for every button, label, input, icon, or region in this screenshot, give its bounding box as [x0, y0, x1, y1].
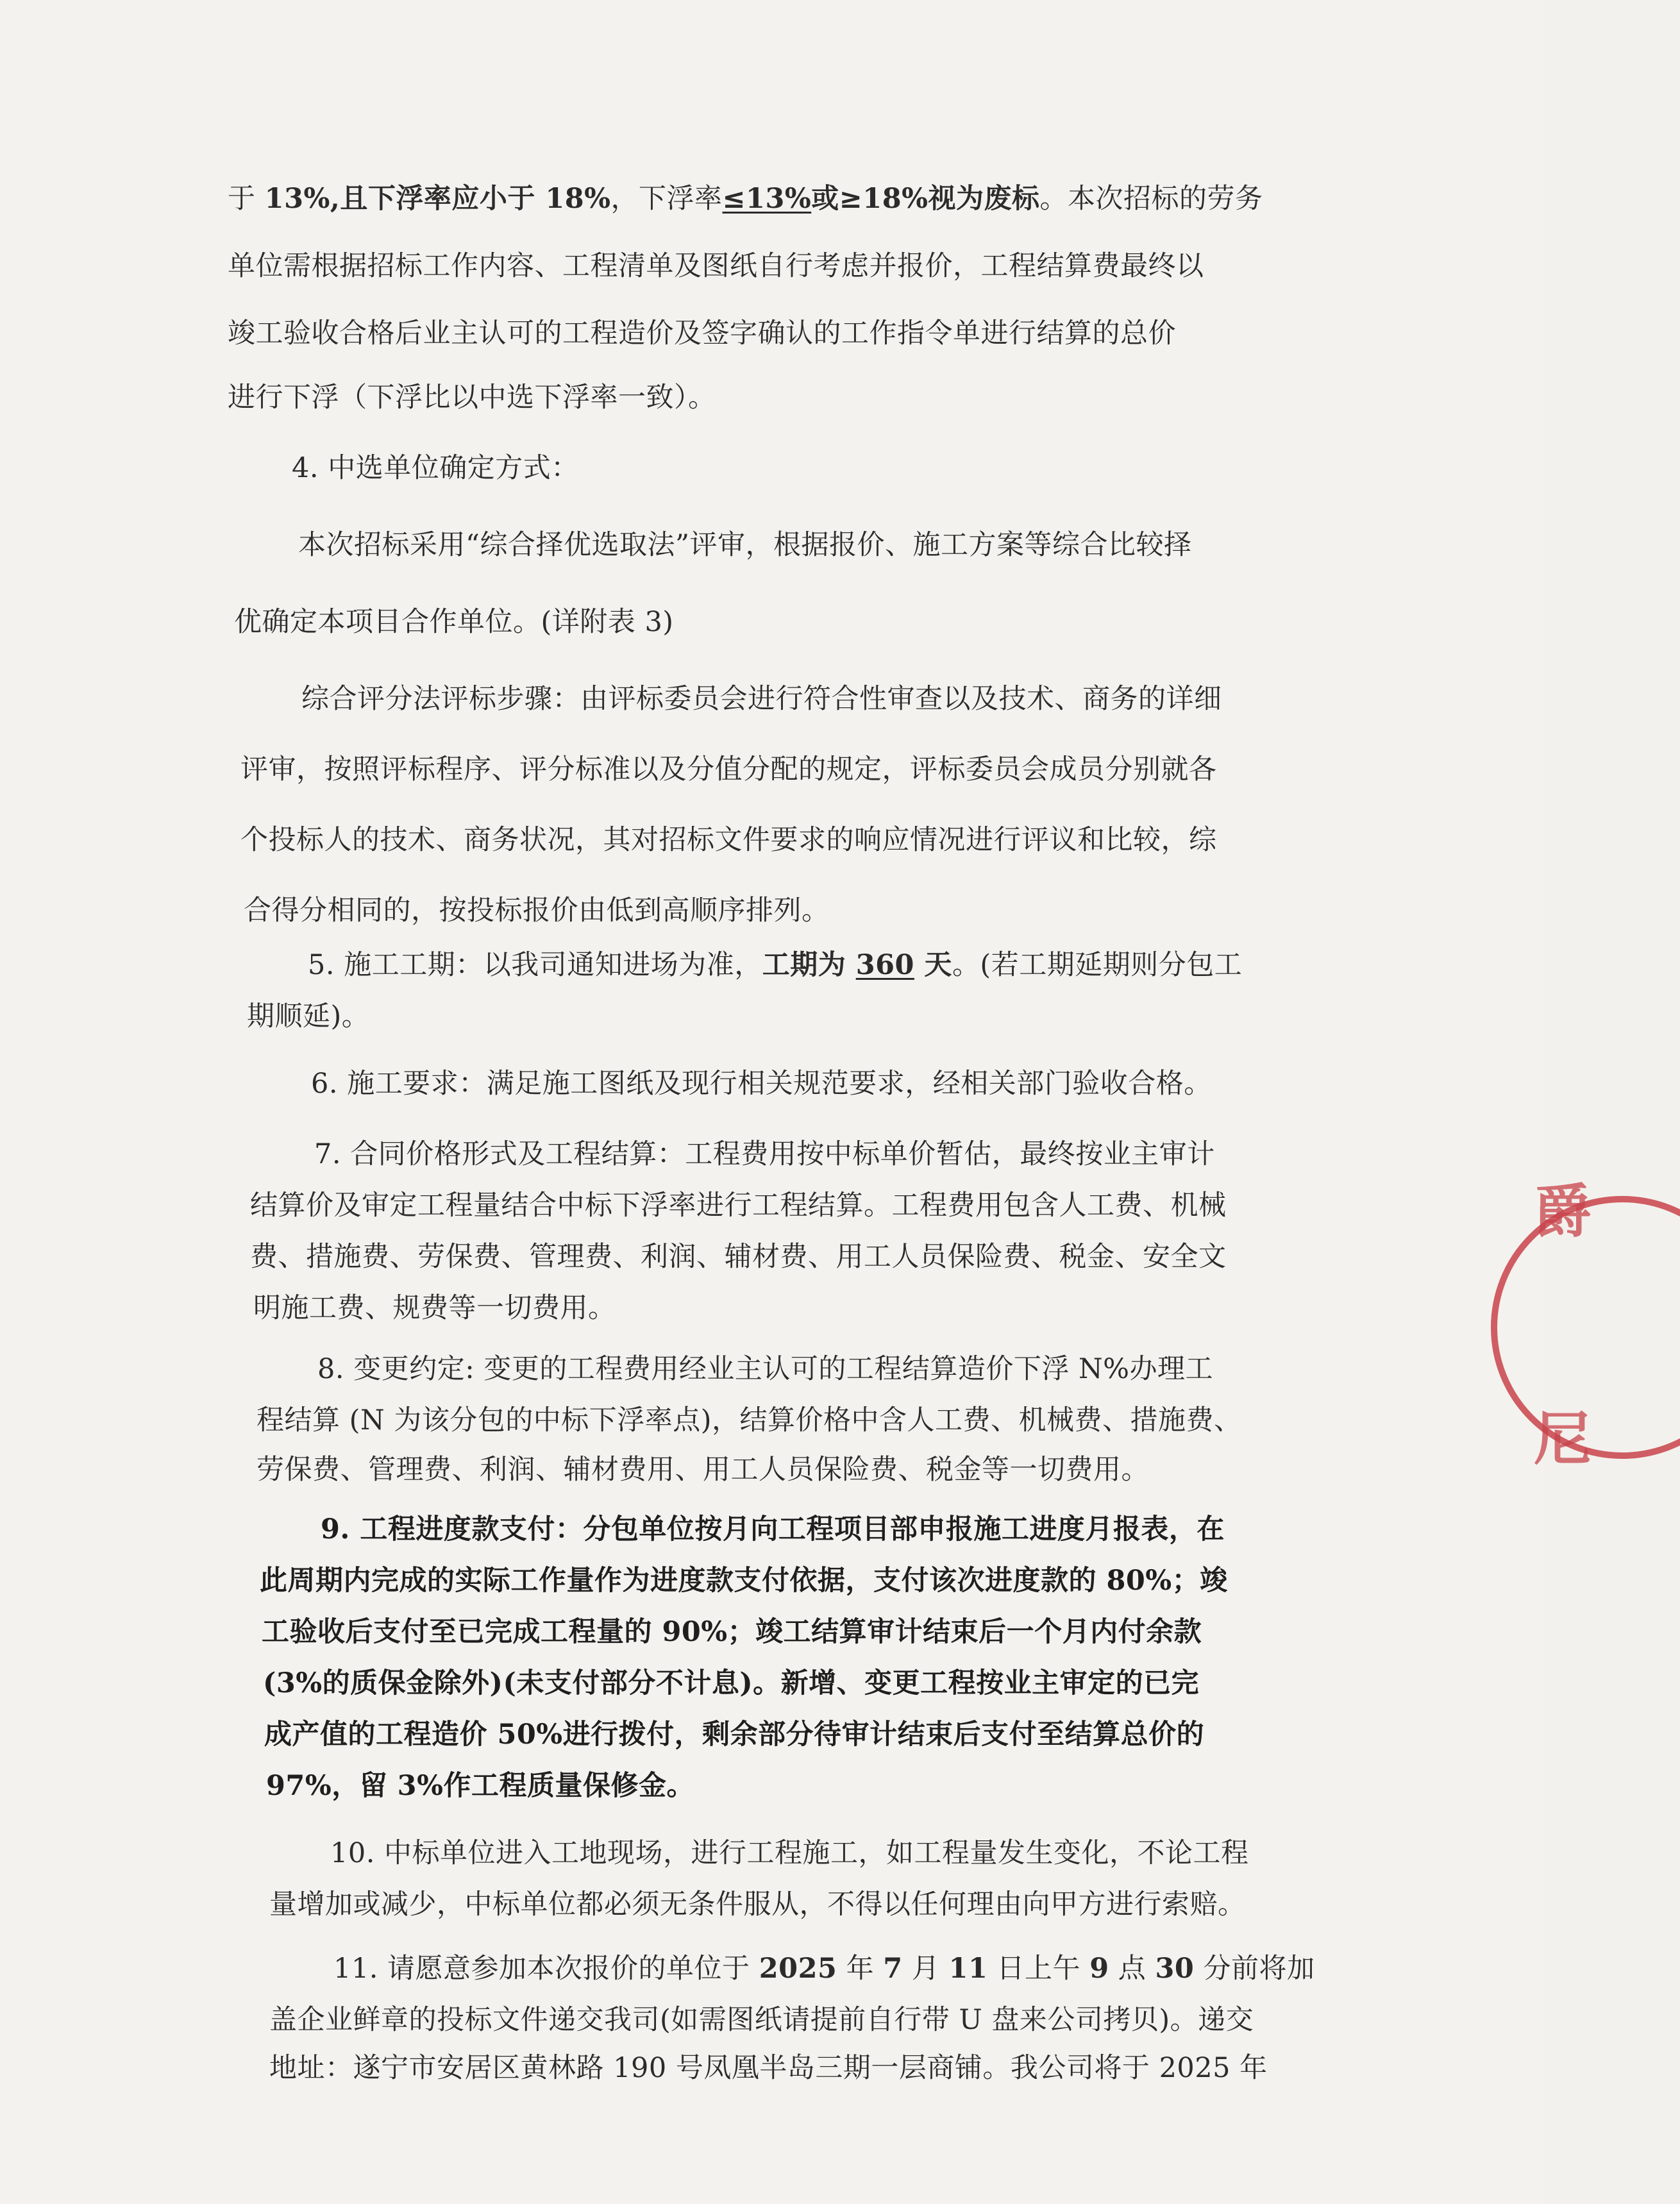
intro-line-4: 进行下浮（下浮比以中选下浮率一致）。 [228, 382, 716, 414]
section-11-line-3: 地址：遂宁市安居区黄林路 190 号凤凰半岛三期一层商铺。我公司将于 2025 年 [269, 2052, 1268, 2084]
section-4-b-line-1: 综合评分法评标步骤：由评标委员会进行符合性审查以及技术、商务的详细 [301, 683, 1222, 715]
section-9-line-1: 9. 工程进度款支付：分包单位按月向工程项目部申报施工进度月报表，在 [321, 1513, 1225, 1545]
section-8-line-2: 程结算 (N 为该分包的中标下浮率点)，结算价格中含人工费、机械费、措施费、 [256, 1404, 1242, 1436]
red-seal-stamp [1488, 1135, 1680, 1520]
section-4-title: 4. 中选单位确定方式： [292, 452, 579, 484]
section-9-line-2: 此周期内完成的实际工作量作为进度款支付依据，支付该次进度款的 80%；竣 [260, 1565, 1228, 1597]
section-4-a-line-1: 本次招标采用“综合择优选取法”评审，根据报价、施工方案等综合比较择 [298, 529, 1192, 561]
section-9-line-6: 97%，留 3%作工程质量保修金。 [266, 1770, 694, 1802]
section-4-b-line-4: 合得分相同的，按投标报价由低到高顺序排列。 [244, 895, 830, 927]
section-9-line-5: 成产值的工程造价 50%进行拨付，剩余部分待审计结束后支付至结算总价的 [264, 1719, 1205, 1751]
section-11-line-1: 11. 请愿意参加本次报价的单位于 2025 年 7 月 11 日上午 9 点 30 分前将加 [333, 1953, 1315, 1985]
section-5-line-1: 5. 施工工期：以我司通知进场为准，工期为 360 天。(若工期延期则分包工 [308, 949, 1243, 981]
section-11-line-2: 盖企业鲜章的投标文件递交我司(如需图纸请提前自行带 U 盘来公司拷贝)。递交 [269, 2004, 1254, 2036]
section-7-line-3: 费、措施费、劳保费、管理费、利润、辅材费、用工人员保险费、税金、安全文 [250, 1241, 1227, 1273]
section-4-a-line-2: 优确定本项目合作单位。(详附表 3) [234, 606, 674, 638]
section-9-line-4: (3%的质保金除外)(未支付部分不计息)。新增、变更工程按业主审定的已完 [263, 1667, 1200, 1699]
seal-text-bottom: 尼 [1534, 1405, 1592, 1473]
intro-line-3: 竣工验收合格后业主认可的工程造价及签字确认的工作指令单进行结算的总价 [228, 317, 1176, 349]
section-8-line-1: 8. 变更约定: 变更的工程费用经业主认可的工程结算造价下浮 N%办理工 [317, 1353, 1214, 1385]
section-7-line-4: 明施工费、规费等一切费用。 [253, 1292, 616, 1324]
intro-line-2: 单位需根据招标工作内容、工程清单及图纸自行考虑并报价，工程结算费最终以 [228, 250, 1204, 282]
section-8-line-3: 劳保费、管理费、利润、辅材费用、用工人员保险费、税金等一切费用。 [256, 1454, 1149, 1486]
section-10-line-2: 量增加或减少，中标单位都必须无条件服从，不得以任何理由向甲方进行索赔。 [269, 1889, 1246, 1921]
section-7-line-2: 结算价及审定工程量结合中标下浮率进行工程结算。工程费用包含人工费、机械 [250, 1190, 1227, 1222]
section-7-line-1: 7. 合同价格形式及工程结算：工程费用按中标单价暂估，最终按业主审计 [314, 1138, 1215, 1170]
section-4-b-line-2: 评审，按照评标程序、评分标准以及分值分配的规定，评标委员会成员分别就各 [240, 753, 1217, 786]
section-4-b-line-3: 个投标人的技术、商务状况，其对招标文件要求的响应情况进行评议和比较，综 [240, 824, 1217, 856]
section-10-line-1: 10. 中标单位进入工地现场，进行工程施工，如工程量发生变化，不论工程 [330, 1837, 1249, 1869]
seal-text-top: 爵 [1534, 1177, 1592, 1245]
section-5-line-2: 期顺延)。 [247, 1000, 370, 1032]
intro-line-1: 于 13%,且下浮率应小于 18%，下浮率≤13%或≥18%视为废标。本次招标的劳务 [228, 183, 1263, 215]
section-6-line: 6. 施工要求：满足施工图纸及现行相关规范要求，经相关部门验收合格。 [311, 1068, 1212, 1100]
section-9-line-3: 工验收后支付至已完成工程量的 90%；竣工结算审计结束后一个月内付余款 [262, 1616, 1202, 1648]
